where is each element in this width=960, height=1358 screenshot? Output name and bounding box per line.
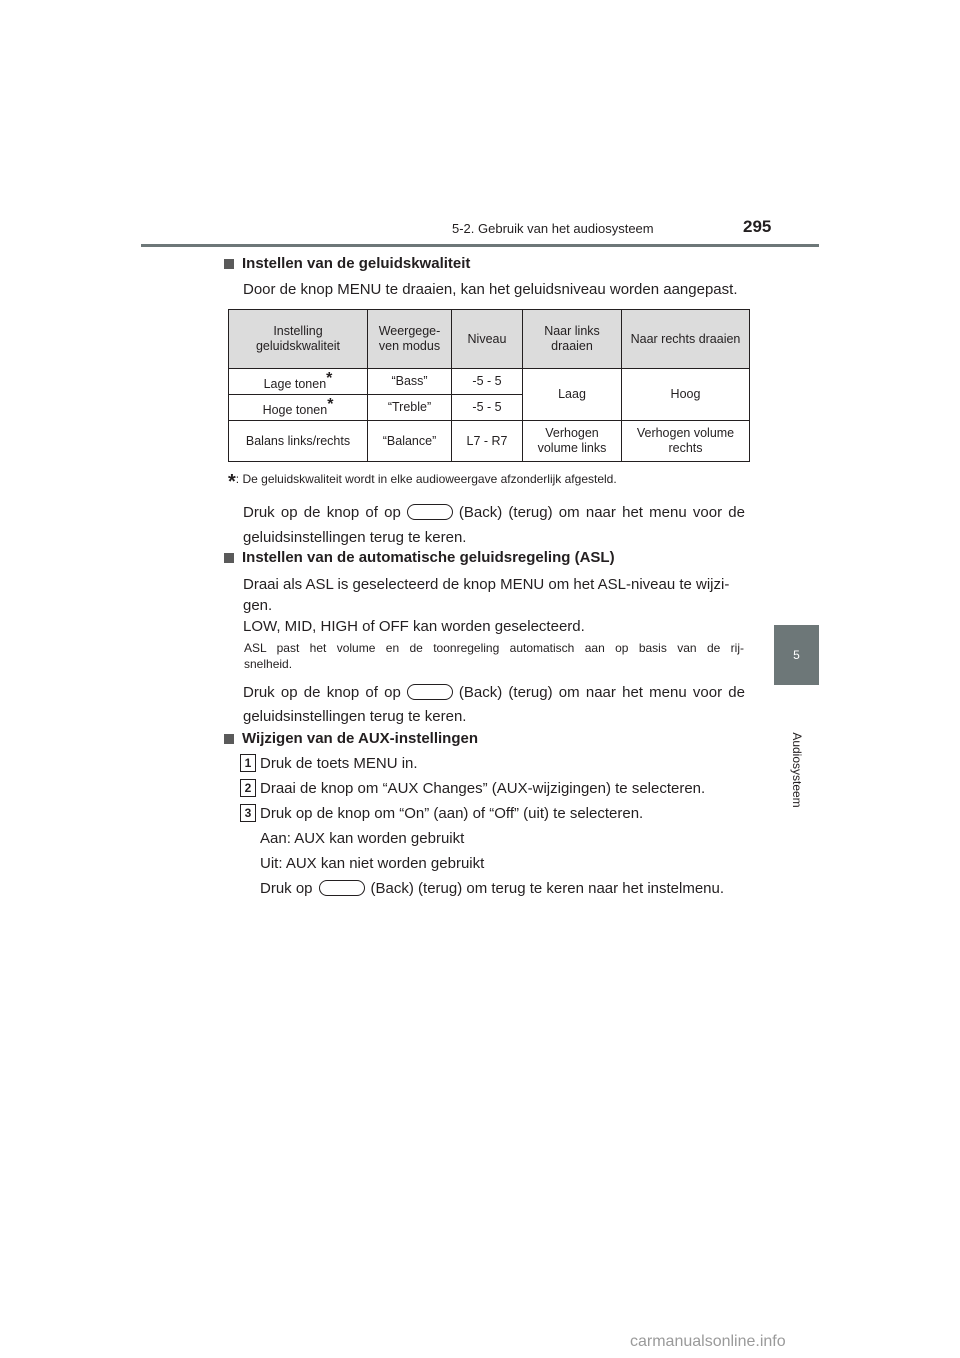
aux-on-text: Aan: AUX kan worden gebruikt	[260, 830, 465, 847]
asl-line3: LOW, MID, HIGH of OFF kan worden geselecteerd.	[243, 618, 585, 635]
asterisk-mark: *	[326, 369, 333, 387]
asl-back-line2: geluidsinstellingen terug te keren.	[243, 708, 467, 725]
table-cell: Laag	[523, 369, 622, 421]
heading-asl	[224, 549, 615, 566]
table-footnote	[228, 471, 617, 494]
section-breadcrumb: 5-2. Gebruik van het audiosysteem	[452, 221, 654, 236]
step-text-2: Draai de knop om “AUX Changes” (AUX-wijzigingen) te selecteren.	[260, 780, 706, 797]
heading-asl-text: Instellen van de automatische geluidsregeling (ASL)	[242, 549, 615, 566]
step-number-2: 2	[240, 779, 256, 797]
table-header: Niveau	[452, 310, 523, 369]
table-cell: Lage tonen*	[229, 369, 368, 395]
heading-quality	[224, 255, 470, 272]
step-number-1: 1	[240, 754, 256, 772]
table-header: Naar rechts draaien	[622, 310, 750, 369]
asl-back-line1: Druk op de knop of op (Back) (terug) om naar het menu voor de	[243, 684, 745, 701]
square-bullet-icon	[224, 553, 234, 563]
square-bullet-icon	[224, 259, 234, 269]
heading-aux-text: Wijzigen van de AUX-instellingen	[242, 730, 479, 747]
aux-back-line: Druk op (Back) (terug) om terug te keren naar het instelmenu.	[260, 880, 725, 897]
heading-quality-text: Instellen van de geluidskwaliteit	[242, 255, 471, 272]
footnote-mark: *	[228, 471, 236, 493]
table-cell: Hoge tonen*	[229, 395, 368, 421]
table-cell: Verhogen volume rechts	[622, 421, 750, 462]
quality-back-line1: Druk op de knop of op (Back) (terug) om naar het menu voor de	[243, 504, 745, 521]
aux-off-text: Uit: AUX kan niet worden gebruikt	[260, 855, 485, 872]
table-header: Instelling geluidskwaliteit	[229, 310, 368, 369]
chapter-number: 5	[793, 648, 800, 662]
table-header-row	[229, 310, 750, 369]
back-button-icon	[407, 504, 453, 520]
table-cell: Balans links/rechts	[229, 421, 368, 462]
table-cell: L7 - R7	[452, 421, 523, 462]
table-header: Naar links draaien	[523, 310, 622, 369]
asl-line2: gen.	[243, 597, 273, 614]
page-number: 295	[743, 217, 772, 236]
table-cell: -5 - 5	[452, 395, 523, 421]
table-cell: Hoog	[622, 369, 750, 421]
square-bullet-icon	[224, 734, 234, 744]
asterisk-mark: *	[327, 395, 334, 413]
back-button-icon	[319, 880, 365, 896]
table-cell: “Balance”	[368, 421, 452, 462]
step-text-1: Druk de toets MENU in.	[260, 755, 418, 772]
chapter-tab	[774, 625, 819, 685]
table-cell: Verhogen volume links	[523, 421, 622, 462]
table-cell: -5 - 5	[452, 369, 523, 395]
asl-note-line1: ASL past het volume en de toonregeling automatisch aan op basis van de rij-	[244, 641, 744, 655]
quality-intro: Door de knop MENU te draaien, kan het geluidsniveau worden aangepast.	[243, 281, 738, 298]
step-number-3: 3	[240, 804, 256, 822]
back-button-icon	[407, 684, 453, 700]
header-rule	[141, 244, 819, 247]
watermark: carmanualsonline.info	[630, 1333, 786, 1350]
table-row	[229, 421, 750, 462]
table-header: Weergege- ven modus	[368, 310, 452, 369]
chapter-label: Audiosysteem	[790, 732, 804, 808]
chapter-label-wrap	[777, 720, 817, 820]
asl-note-line2: snelheid.	[244, 657, 293, 671]
table-row	[229, 369, 750, 395]
quality-back-line2: geluidsinstellingen terug te keren.	[243, 529, 467, 546]
heading-aux	[224, 730, 478, 747]
step-text-3: Druk op de knop om “On” (aan) of “Off” (uit) te selecteren.	[260, 805, 644, 822]
table-cell: “Treble”	[368, 395, 452, 421]
asl-line1: Draai als ASL is geselecteerd de knop MENU om het ASL-niveau te wijzi-	[243, 576, 730, 593]
footnote-text: : De geluidskwaliteit wordt in elke audioweergave afzonderlijk afgesteld.	[235, 472, 617, 486]
sound-quality-table	[228, 309, 750, 462]
table-cell: “Bass”	[368, 369, 452, 395]
